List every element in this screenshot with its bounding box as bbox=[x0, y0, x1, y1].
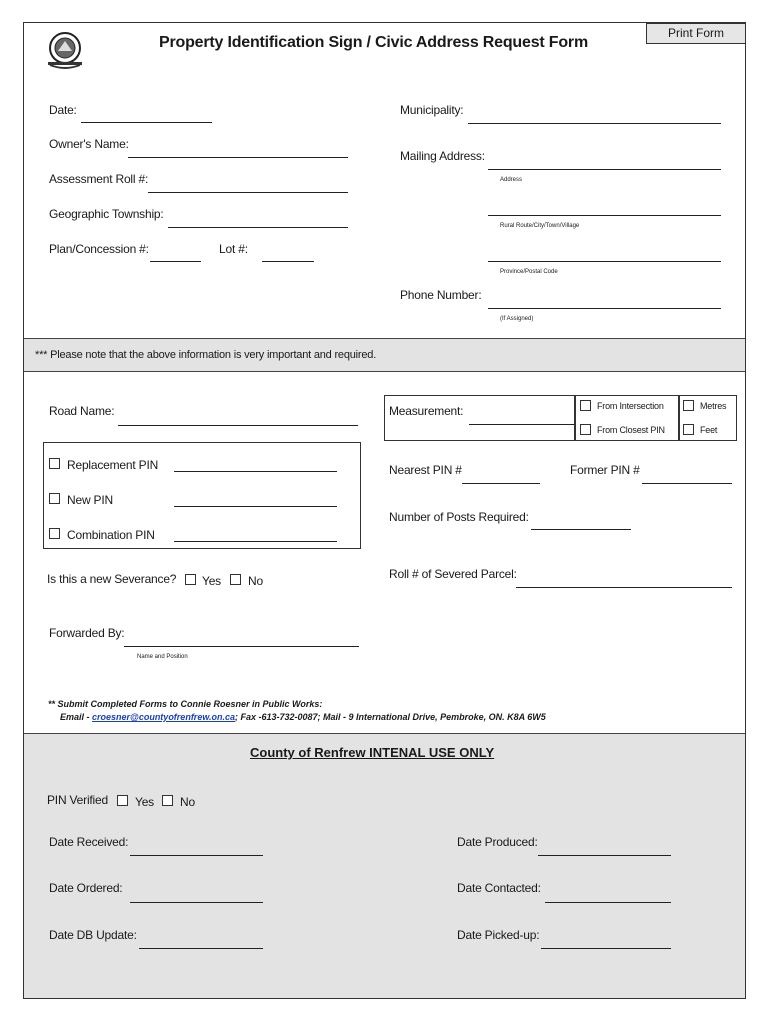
notice-text: *** Please note that the above information is very important and required. bbox=[35, 349, 377, 361]
date-picked-up-label: Date Picked-up: bbox=[457, 928, 540, 942]
measurement-box bbox=[384, 395, 575, 441]
metres-checkbox[interactable] bbox=[683, 400, 694, 411]
former-pin-label: Former PIN # bbox=[570, 463, 640, 477]
replacement-pin-field[interactable] bbox=[174, 471, 337, 472]
date-ordered-label: Date Ordered: bbox=[49, 881, 123, 895]
internal-use-title: County of Renfrew INTENAL USE ONLY bbox=[250, 745, 495, 760]
submit-contact-line bbox=[60, 712, 546, 722]
road-name-label: Road Name: bbox=[49, 404, 115, 418]
measurement-label: Measurement: bbox=[389, 404, 464, 418]
plan-concession-field[interactable] bbox=[150, 261, 201, 262]
from-intersection-label: From Intersection bbox=[597, 401, 664, 411]
date-ordered-field[interactable] bbox=[130, 902, 263, 903]
severance-yes-label: Yes bbox=[202, 574, 221, 588]
nearest-pin-label: Nearest PIN # bbox=[389, 463, 462, 477]
pin-verified-label: PIN Verified bbox=[47, 793, 108, 807]
combination-pin-field[interactable] bbox=[174, 541, 337, 542]
date-db-update-label: Date DB Update: bbox=[49, 928, 137, 942]
date-received-label: Date Received: bbox=[49, 835, 129, 849]
date-contacted-field[interactable] bbox=[545, 902, 671, 903]
pin-verified-no-checkbox[interactable] bbox=[162, 795, 173, 806]
feet-checkbox[interactable] bbox=[683, 424, 694, 435]
province-postal-field[interactable] bbox=[488, 261, 721, 262]
date-produced-label: Date Produced: bbox=[457, 835, 538, 849]
metres-label: Metres bbox=[700, 401, 727, 411]
mailing-address-label: Mailing Address: bbox=[400, 149, 485, 163]
geographic-township-field[interactable] bbox=[168, 227, 348, 228]
from-closest-pin-checkbox[interactable] bbox=[580, 424, 591, 435]
phone-number-field[interactable] bbox=[488, 308, 721, 309]
rural-route-hint: Rural Route/City/Town/Village bbox=[500, 223, 580, 229]
page-title: Property Identification Sign / Civic Address Request Form bbox=[159, 34, 588, 51]
severed-roll-label: Roll # of Severed Parcel: bbox=[389, 567, 517, 581]
date-label: Date: bbox=[49, 103, 77, 117]
owner-name-label: Owner's Name: bbox=[49, 137, 129, 151]
date-picked-up-field[interactable] bbox=[541, 948, 671, 949]
print-form-button[interactable]: Print Form bbox=[646, 23, 746, 44]
severed-roll-field[interactable] bbox=[516, 587, 732, 588]
email-prefix: Email - bbox=[60, 712, 93, 722]
lot-label: Lot #: bbox=[219, 242, 248, 256]
date-produced-field[interactable] bbox=[538, 855, 671, 856]
replacement-pin-checkbox[interactable] bbox=[49, 458, 60, 469]
measurement-field[interactable] bbox=[469, 424, 574, 425]
nearest-pin-field[interactable] bbox=[462, 483, 540, 484]
municipality-label: Municipality: bbox=[400, 103, 464, 117]
phone-number-hint: (If Assigned) bbox=[500, 316, 534, 322]
forwarded-by-field[interactable] bbox=[124, 646, 359, 647]
former-pin-field[interactable] bbox=[642, 483, 732, 484]
municipality-field[interactable] bbox=[468, 123, 721, 124]
assessment-roll-label: Assessment Roll #: bbox=[49, 172, 149, 186]
lot-field[interactable] bbox=[262, 261, 314, 262]
combination-pin-checkbox[interactable] bbox=[49, 528, 60, 539]
feet-label: Feet bbox=[700, 425, 718, 435]
combination-pin-label: Combination PIN bbox=[67, 528, 155, 542]
date-db-update-field[interactable] bbox=[139, 948, 263, 949]
address-hint: Address bbox=[500, 177, 523, 183]
phone-number-label: Phone Number: bbox=[400, 288, 482, 302]
new-pin-checkbox[interactable] bbox=[49, 493, 60, 504]
submit-instructions: ** Submit Completed Forms to Connie Roesner in Public Works: bbox=[48, 699, 323, 709]
new-pin-label: New PIN bbox=[67, 493, 113, 507]
assessment-roll-field[interactable] bbox=[148, 192, 348, 193]
posts-required-field[interactable] bbox=[531, 529, 631, 530]
pin-verified-yes-label: Yes bbox=[135, 795, 154, 809]
road-name-field[interactable] bbox=[118, 425, 358, 426]
email-link[interactable]: croesner@countyofrenfrew.on.ca bbox=[92, 712, 235, 722]
date-contacted-label: Date Contacted: bbox=[457, 881, 541, 895]
new-pin-field[interactable] bbox=[174, 506, 337, 507]
severance-yes-checkbox[interactable] bbox=[185, 574, 196, 585]
owner-name-field[interactable] bbox=[128, 157, 348, 158]
posts-required-label: Number of Posts Required: bbox=[389, 510, 529, 524]
plan-concession-label: Plan/Concession #: bbox=[49, 242, 149, 256]
county-crest-icon bbox=[44, 29, 86, 71]
severance-no-label: No bbox=[248, 574, 263, 588]
pin-verified-no-label: No bbox=[180, 795, 195, 809]
from-closest-pin-label: From Closest PIN bbox=[597, 425, 665, 435]
severance-question: Is this a new Severance? bbox=[47, 572, 177, 586]
from-intersection-checkbox[interactable] bbox=[580, 400, 591, 411]
rural-route-field[interactable] bbox=[488, 215, 721, 216]
replacement-pin-label: Replacement PIN bbox=[67, 458, 159, 472]
date-field[interactable] bbox=[81, 122, 212, 123]
date-received-field[interactable] bbox=[130, 855, 263, 856]
contact-details: ; Fax -613-732-0087; Mail - 9 International Drive, Pembroke, ON. K8A 6W5 bbox=[235, 712, 546, 722]
pin-verified-yes-checkbox[interactable] bbox=[117, 795, 128, 806]
forwarded-by-label: Forwarded By: bbox=[49, 626, 125, 640]
forwarded-by-hint: Name and Position bbox=[137, 654, 188, 660]
province-postal-hint: Province/Postal Code bbox=[500, 269, 558, 275]
address-field[interactable] bbox=[488, 169, 721, 170]
geographic-township-label: Geographic Township: bbox=[49, 207, 164, 221]
severance-no-checkbox[interactable] bbox=[230, 574, 241, 585]
